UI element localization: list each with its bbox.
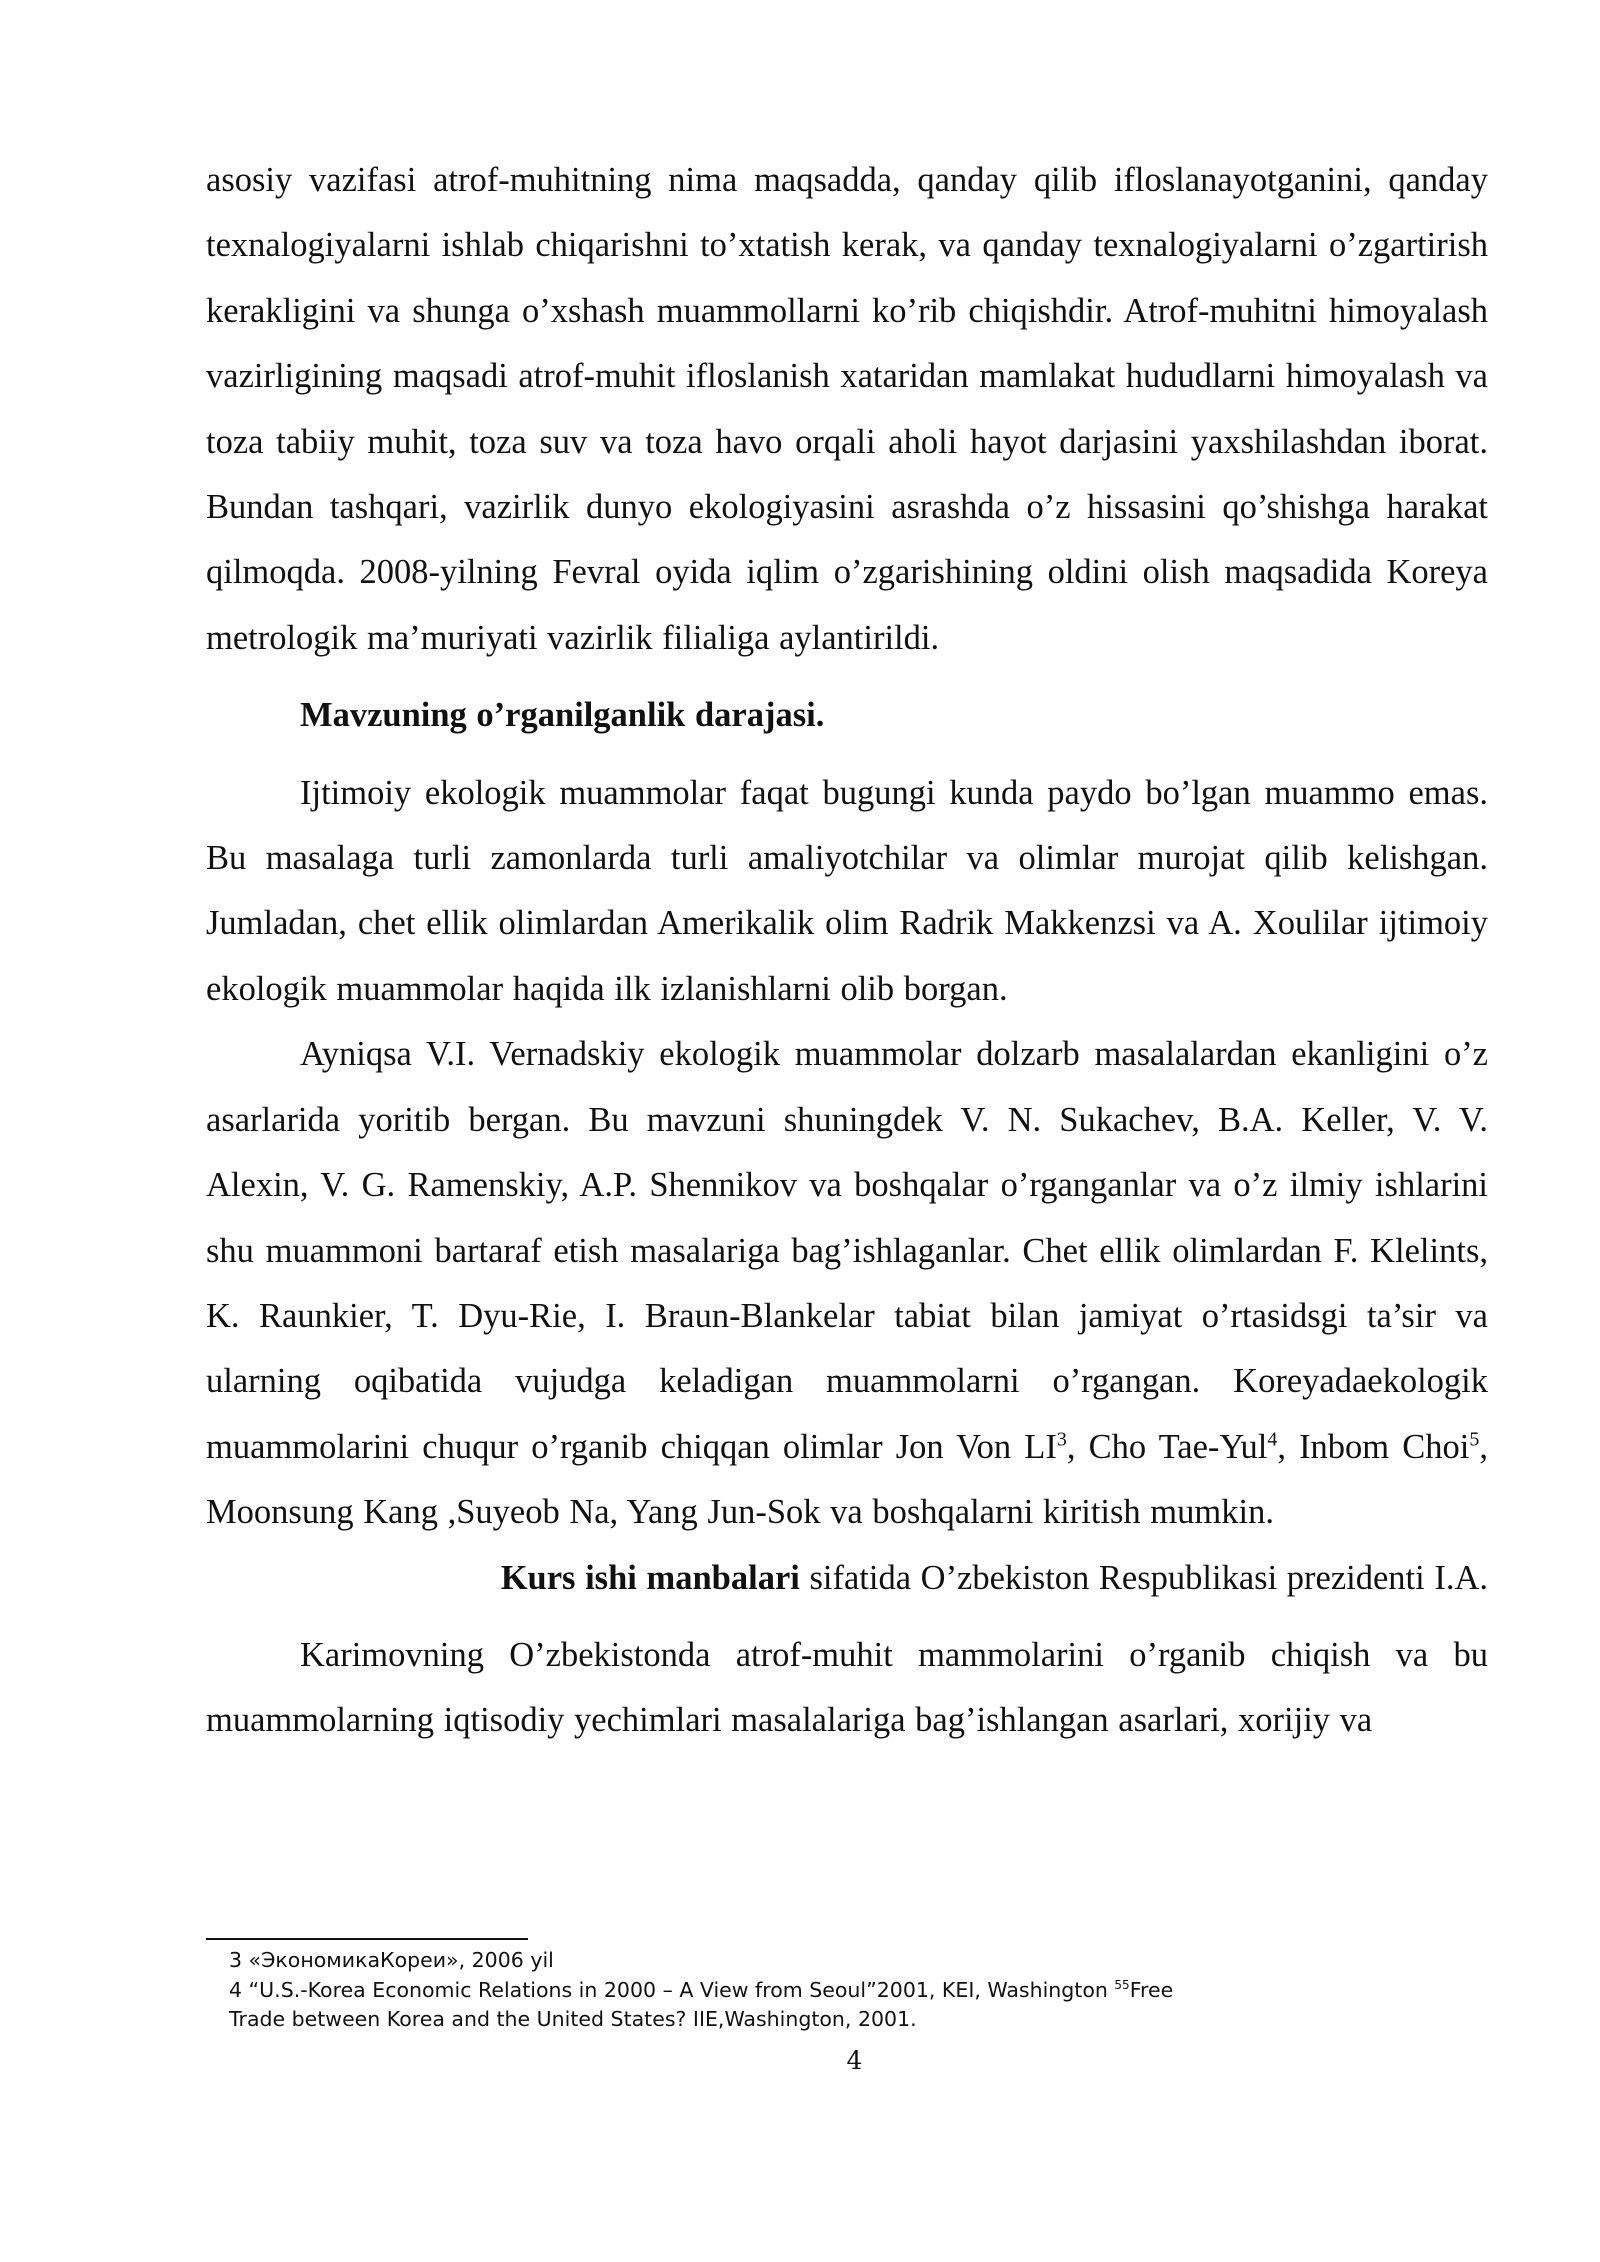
paragraph-researchers-text-3: , Inbom Choi bbox=[1277, 1427, 1470, 1466]
paragraph-researchers-text-4: , Moonsung Kang ,Suyeob Na, Yang Jun-Sok va boshqalarni kiritish mumkin. bbox=[206, 1427, 1489, 1532]
footnote-ref-3: 3 bbox=[1056, 1428, 1067, 1451]
body-text bbox=[206, 148, 1488, 1754]
footnote-4 bbox=[229, 1976, 1209, 2006]
page-number: 4 bbox=[846, 2046, 863, 2075]
paragraph-social-ecology: Ijtimoiy ekologik muammolar faqat bugungi kunda paydo bo’lgan muammo emas. Bu masalaga turli zamonlarda turli amaliyotchilar va olimlar murojat qilib kelishgan. Jumladan, chet ellik olimlardan Amerikalik olim Radrik Makkenzsi va A. Xoulilar ijtimoiy ekologik muammolar haqida ilk izlanishlarni olib borgan. bbox=[206, 773, 1488, 1008]
footnote-ref-4: 4 bbox=[1267, 1428, 1278, 1451]
sources-label: Kurs ishi manbalari bbox=[500, 1558, 800, 1597]
footnote-5-marker: 55 bbox=[1114, 1977, 1130, 1992]
paragraph-ministry-tasks: asosiy vazifasi atrof-muhitning nima maqsadda, qanday qilib ifloslanayotganini, qanday texnalogiyalarni ishlab chiqarishni to’xtatish kerak, va qanday texnalogiyalarni o’zgartirish kerakligini va shunga o’xshash muammollarni ko’rib chiqishdir. Atrof-muhitni himoyalash vazirligining maqsadi atrof-muhit ifloslanish xataridan mamlakat hududlarni himoyalash va toza tabiiy muhit, toza suv va toza havo orqali aholi hayot darjasini yaxshilashdan iborat. Bundan tashqari, vazirlik dunyo ekologiyasini asrashda o’z hissasini qo’shishga harakat qilmoqda. 2008-yilning Fevral oyida iqlim o’zgarishining oldini olish maqsadida Koreya metrologik ma’muriyati vazirlik filialiga aylantirildi. bbox=[206, 161, 1488, 657]
paragraph-researchers-text-2: , Cho Tae-Yul bbox=[1066, 1427, 1268, 1466]
paragraph-sources: Karimovning O’zbekistonda atrof-muhit mammolarini o’rganib chiqish va bu muammolarning iqtisodiy yechimlari masalalariga bag’ishlangan asarlari, xorijiy va bbox=[206, 1635, 1488, 1740]
paragraph-sources-intro bbox=[206, 1546, 1488, 1611]
footnote-4-text: 4 “U.S.-Korea Economic Relations in 2000 – A View from Seoul”2001, KEI, Washington bbox=[229, 1977, 1115, 2002]
footnotes bbox=[229, 1946, 1209, 2035]
footnote-5-continuation: Trade between Korea and the United States? IIE,Washington, 2001. bbox=[229, 2007, 917, 2031]
paragraph-researchers bbox=[206, 1022, 1488, 1545]
sources-intro-text: sifatida O’zbekiston Respublikasi prezidenti I.A. bbox=[799, 1558, 1488, 1597]
paragraph-researchers-text-1: Ayniqsa V.I. Vernadskiy ekologik muammolar dolzarb masalalardan ekanligini o’z asarlarida yoritib bergan. Bu mavzuni shuningdek V. N. Sukachev, B.A. Keller, V. V. Alexin, V. G. Ramenskiy, A.P. Shennikov va boshqalar o’rganganlar va o’z ilmiy ishlarini shu muammoni bartaraf etish masalariga bag’ishlaganlar. Chet ellik olimlardan F. Klelints, K. Raunkier, T. Dyu-Rie, I. Braun-Blankelar tabiat bilan jamiyat o’rtasidsgi ta’sir va ularning oqibatida vujudga keladigan muammolarni o’rgangan. Koreyadaekologik muammolarini chuqur o’rganib chiqqan olimlar Jon Von LI bbox=[206, 1035, 1488, 1466]
footnote-3: 3 «ЭкономикаКореи», 2006 yil bbox=[229, 1948, 554, 1972]
section-heading: Mavzuning o’rganilganlik darajasi. bbox=[300, 696, 825, 735]
footnote-ref-5: 5 bbox=[1469, 1428, 1480, 1451]
footnote-separator bbox=[206, 1938, 528, 1940]
footnote-5-text: Free bbox=[1129, 1977, 1174, 2002]
